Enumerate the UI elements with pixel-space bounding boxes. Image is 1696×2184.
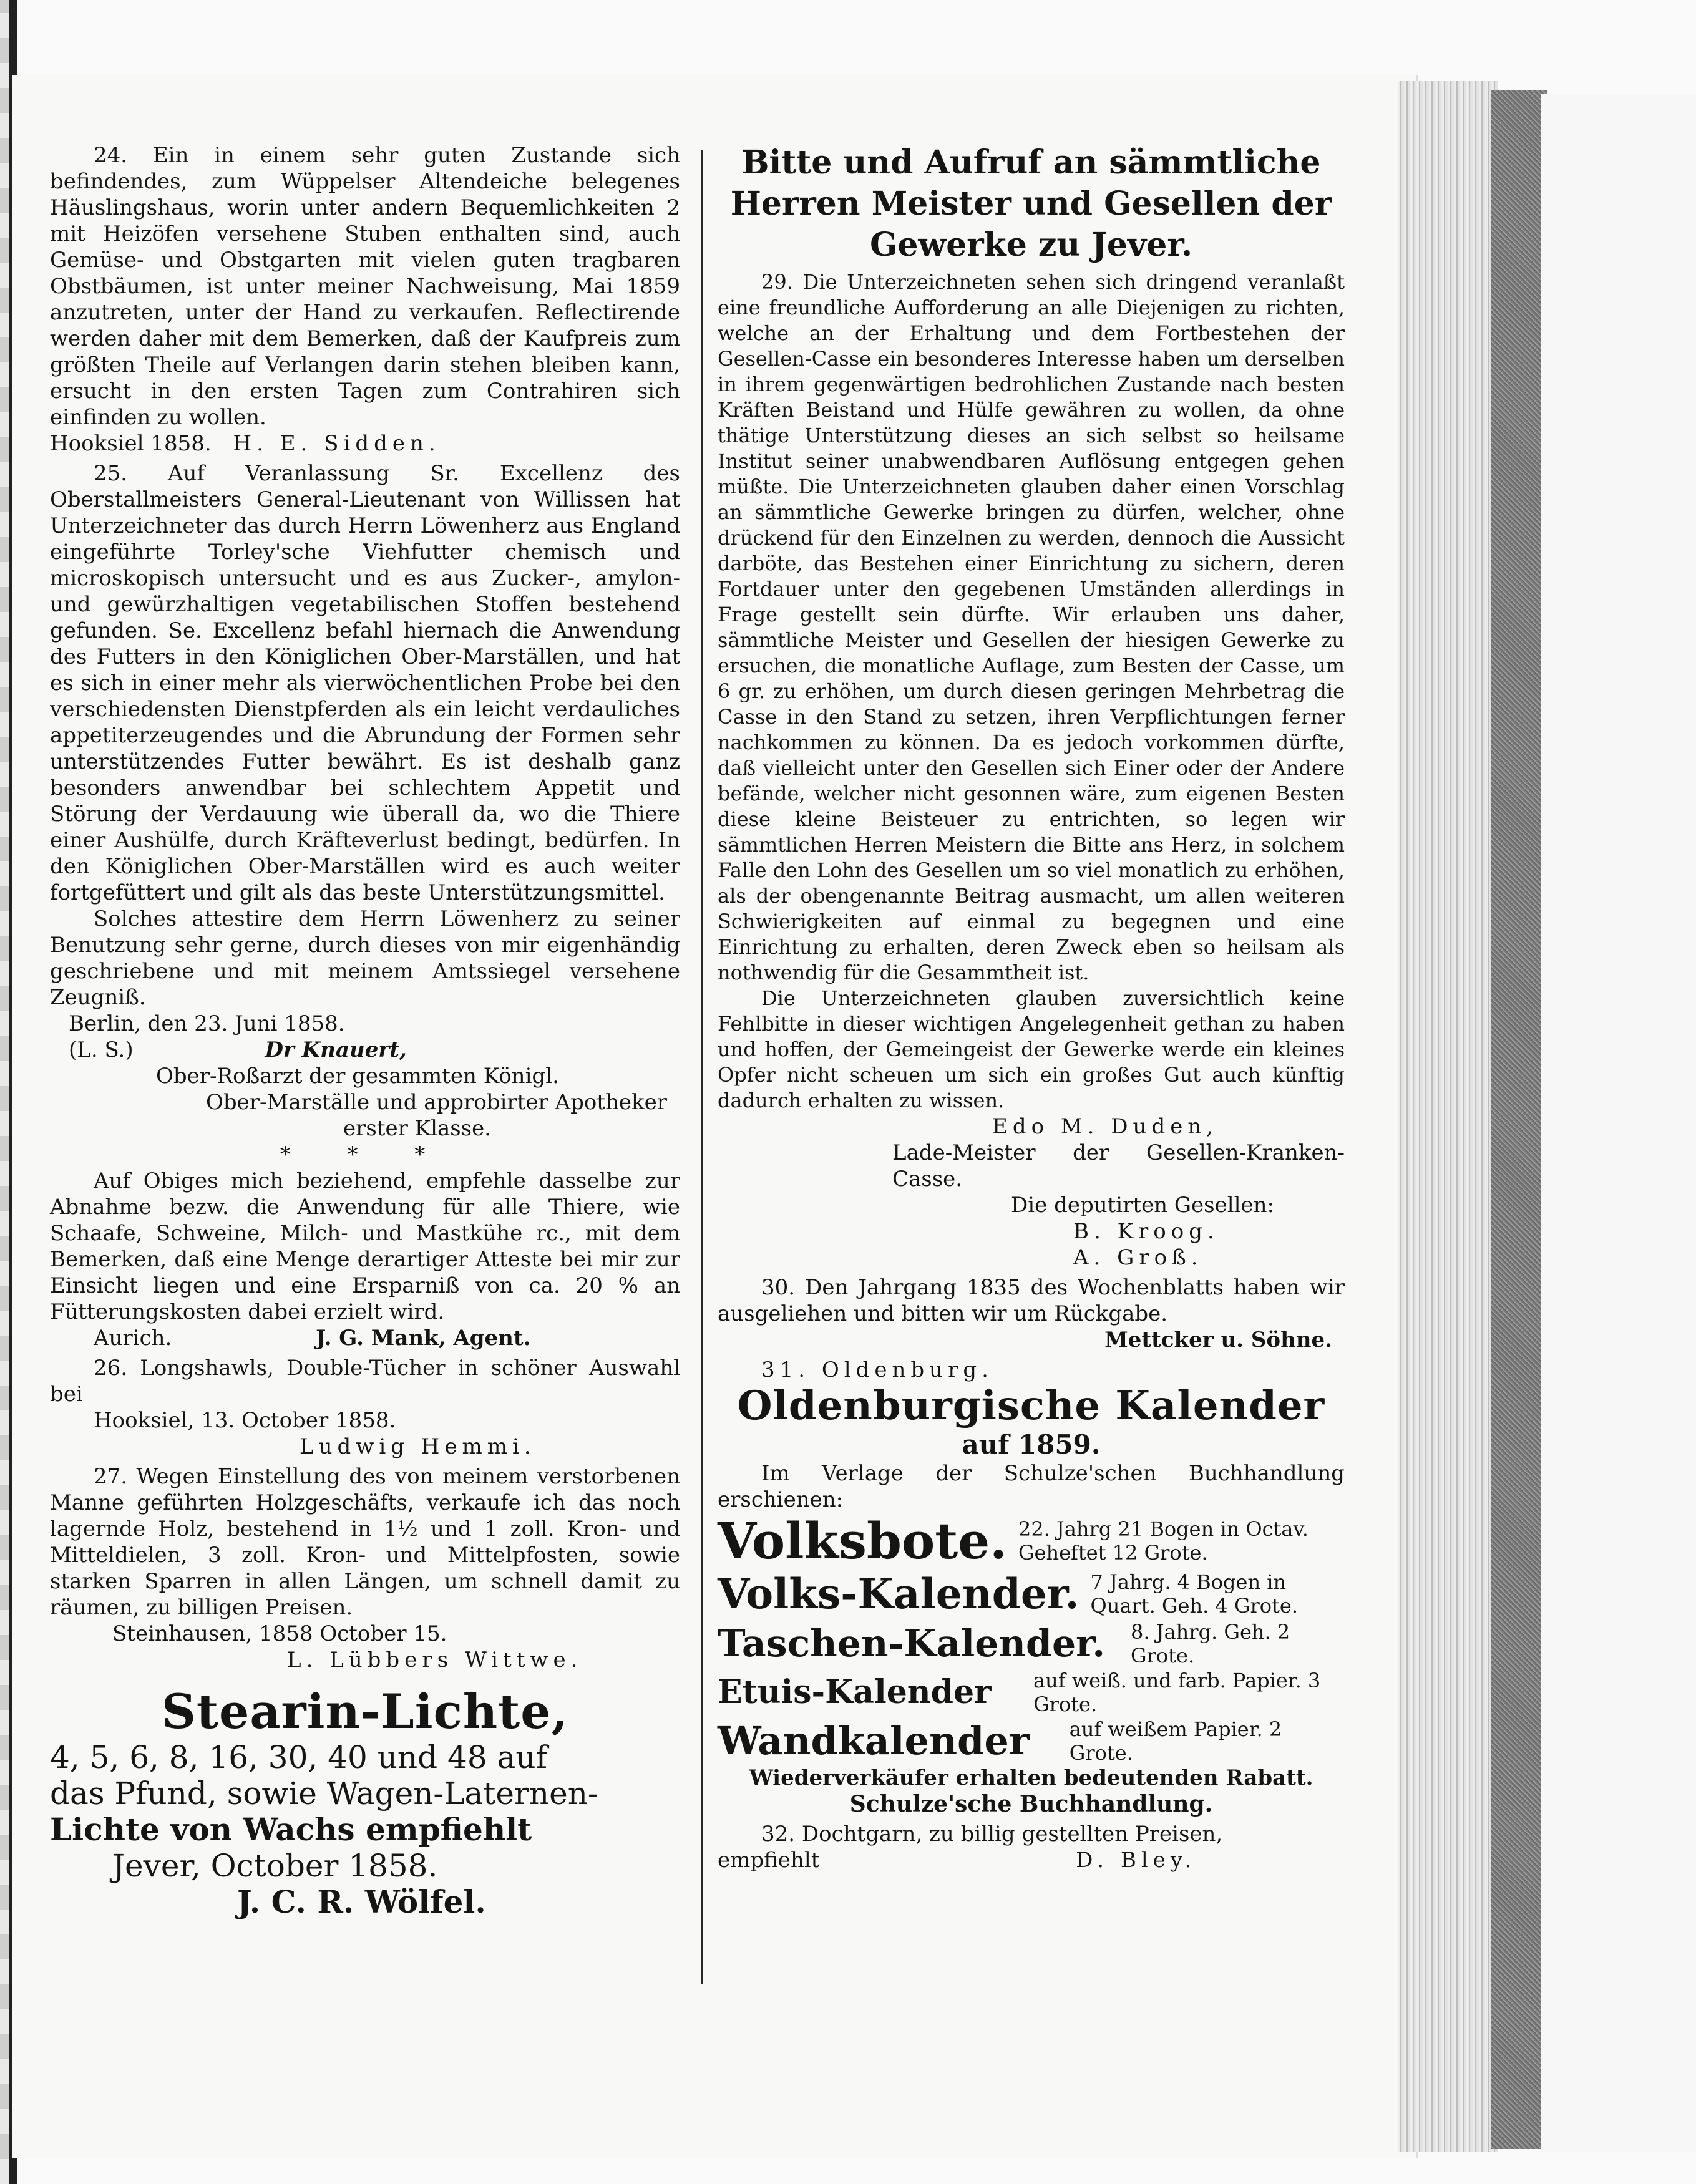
ad-27-signer: L. Lübbers Wittwe. <box>287 1648 583 1672</box>
ad-29-text: 29. Die Unterzeichneten sehen sich dringend veranlaßt eine freundliche Aufforderung an alle Diejenigen zu richten, welche an der Erhaltung und dem Fortbestehen der Gesellen-Casse ein besonderes Interesse haben um derselben in ihrem gegenwärtigen bedrohlichen Zustande nach besten Kräften Beistand und Hülfe gewähren zu wollen, da ohne thätige Unterstützung dieses an sich selbst so heilsame Institut seiner unabwendbaren Auflösung entgegen gehen müßte. Die Unterzeichneten glauben daher einen Vorschlag an sämmtliche Gewerke bringen zu dürfen, welcher, ohne drückend für den Einzelnen zu werden, dennoch die Aussicht darböte, das Bestehen einer Einrichtung zu sichern, deren Fortdauer unter den gegebenen Umständen allerdings in Frage gestellt sein dürfte. Wir erlauben uns daher, sämmtliche Meister und Gesellen der hiesigen Gewerke zu ersuchen, die monatliche Auflage, zum Besten der Casse, um 6 gr. zu erhöhen, um durch diesen geringen Mehrbetrag die Casse in den Stand zu setzen, ihren Verpflichtungen ferner nachkommen zu können. Da es jedoch vorkommen dürfte, daß vielleicht unter den Gesellen sich Einer oder der Andere befände, welcher nicht gesonnen wäre, zum eigenen Besten diese kleine Beisteuer zu entrichten, so legen wir sämmtlichen Herren Meistern die Bitte ans Herz, in solchem Falle den Lohn des Gesellen um so viel monatlich zu erhöhen, als der obengenannte Beitrag ausmacht, um allen weiteren Schwierigkeiten auf einmal zu begegnen und eine Einrichtung zu erhalten, deren Zweck eben so heilsam als nothwendig für die Gesammtheit ist. <box>718 270 1345 984</box>
ad-25-follow: Auf Obiges mich beziehend, empfehle dasselbe zur Abnahme bezw. die Anwendung für alle Thiere, wie Schaafe, Schweine, Milch- und Mastkühe rc., mit dem Bemerken, daß eine Menge derartiger Atteste bei mir zur Einsicht liegen und eine Ersparniß von ca. 20 % an Fütterungskosten dabei erzielt wird. <box>50 1168 680 1324</box>
calendar-item-name: Wandkalender <box>718 1718 1030 1764</box>
ad-25-seal-line <box>50 1037 680 1063</box>
ad-31-head: 31. Oldenburg. <box>761 1357 993 1382</box>
stearin-line-2: das Pfund, sowie Wagen-Laternen- <box>50 1775 598 1812</box>
book-page-stack <box>1398 81 1498 2152</box>
ad-25-title-3: erster Klasse. <box>343 1116 492 1141</box>
ad-25-agent-line <box>50 1325 680 1351</box>
calendar-item-desc: 8. Jahrg. Geh. 2 Grote. <box>1131 1620 1290 1667</box>
left-column <box>50 142 680 1920</box>
calendar-item-name: Taschen-Kalender. <box>718 1622 1106 1666</box>
calendar-item <box>718 1669 1345 1716</box>
ad-31-title: Oldenburgische Kalender <box>737 1382 1325 1429</box>
ad-29-sign-4: B. Kroog. <box>1073 1219 1219 1244</box>
ad-31-rebate: Wiederverkäufer erhalten bedeutenden Rabatt. <box>749 1765 1313 1790</box>
previous-page-strip <box>0 0 9 2184</box>
stearin-line-1: 4, 5, 6, 8, 16, 30, 40 und 48 auf <box>50 1739 548 1775</box>
stearin-title: Stearin-Lichte, <box>161 1684 569 1739</box>
ad-24-text: 24. Ein in einem sehr guten Zustande sich befindendes, zum Wüppelser Altendeiche belegenes Häuslingshaus, worin unter andern Bequemlichkeiten 2 mit Heizöfen versehene Stuben enthalten sind, auch Gemüse- und Obstgarten mit vielen guten tragbaren Obstbäumen, ist unter meiner Nachweisung, Mai 1859 anzutreten, unter der Hand zu verkaufen. Reflectirende werden daher mit dem Bemerken, daß der Kaufpreis zum größten Theile auf Verlangen darin stehen bleiben kann, ersucht in den ersten Tagen zum Contrahiren sich einfinden zu wollen. <box>50 143 680 430</box>
calendar-item-name: Volks-Kalender. <box>718 1570 1079 1618</box>
ad-27-text: 27. Wegen Einstellung des von meinem verstorbenen Manne geführten Holzgeschäfts, verkaufe ich das noch lagernde Holz, bestehend in 1½ und 1 zoll. Kron- und Mitteldielen, 3 zoll. Kron- und Mittelpfosten, sowie starken Sparren in allen Längen, um schnell damit zu räumen, zu billigen Preisen. <box>50 1464 680 1620</box>
ad-26-place-date: Hooksiel, 13. October 1858. <box>94 1408 396 1433</box>
ad-25-date: Berlin, den 23. Juni 1858. <box>69 1011 345 1036</box>
ad-24-signature <box>50 430 680 457</box>
ad-25-text: 25. Auf Veranlassung Sr. Excellenz des Oberstallmeisters General-Lieutenant von Willissen hat Unterzeichneter das durch Herrn Löwenherz aus England eingeführte Torley'sche Viehfutter chemisch und microskopisch untersucht und es aus Zucker-, amylon- und gewürzhaltigen vegetabilischen Stoffen bestehend gefunden. Se. Excellenz befahl hiernach die Anwendung des Futters in den Königlichen Ober-Marställen, und hat es sich in einer mehr als vierwöchentlichen Probe bei den verschiedensten Dienstpferden als ein leicht verdauliches appetiterzeugendes und die Abrundung der Formen sehr unterstützendes Futter bewährt. Es ist deshalb ganz besonders anwendbar bei schlechtem Appetit und Störung der Verdauung wie überall da, wo die Thiere einer Aushülfe, durch Kräfteverlust bedingt, bedürfen. In den Königlichen Ober-Marställen wird es auch weiter fortgefüttert und gilt als das beste Unterstützungsmittel. <box>50 461 680 905</box>
stearin-signer: J. C. R. Wölfel. <box>237 1883 486 1920</box>
calendar-item <box>718 1717 1345 1765</box>
ad-32-line <box>718 1847 1345 1873</box>
ad-25-title-1: Ober-Roßarzt der gesammten Königl. <box>156 1064 559 1089</box>
right-column <box>718 142 1345 1873</box>
ad-25-title-2: Ober-Marställe und approbirter Apotheker <box>206 1090 667 1115</box>
calendar-item-name: Etuis-Kalender <box>718 1673 992 1711</box>
ad-29-sign-3: Die deputirten Gesellen: <box>1011 1193 1274 1218</box>
calendar-item-desc: 7 Jahrg. 4 Bogen in Quart. Geh. 4 Grote. <box>1090 1570 1299 1618</box>
column-divider <box>701 150 703 1984</box>
ad-25-agent: J. G. Mank, Agent. <box>316 1326 531 1351</box>
stearin-line-3: Lichte von Wachs empfiehlt <box>50 1811 532 1848</box>
calendar-item-desc: 22. Jahrg 21 Bogen in Octav. Geheftet 12 Grote. <box>1018 1517 1309 1565</box>
stearin-line-4: Jever, October 1858. <box>112 1848 438 1884</box>
ad-29-text-2: Die Unterzeichneten glauben zuversichtlich keine Fehlbitte in dieser wichtigen Angelegenheit gethan zu haben und hoffen, der Gemeingeist der Gewerke werde ein kleines Opfer nicht scheuen um sich ein großes Gut auch künftig dadurch erhalten zu wissen. <box>718 986 1345 1112</box>
ad-25-attest: Solches attestire dem Herrn Löwenherz zu seiner Benutzung sehr gerne, durch dieses von mir eigenhändig geschriebene und mit meinem Amtssiegel versehene Zeugniß. <box>50 906 680 1010</box>
ad-24-signer: H. E. Sidden. <box>233 431 441 456</box>
ad-26-signer: Ludwig Hemmi. <box>300 1434 536 1459</box>
ad-29-sign-1: Edo M. Duden, <box>992 1114 1219 1139</box>
ad-24-place-date: Hooksiel 1858. <box>50 431 212 456</box>
calendar-item-name: Volksbote. <box>718 1512 1007 1570</box>
book-cover-edge <box>1491 90 1547 2149</box>
ad-31-year: auf 1859. <box>962 1429 1101 1460</box>
ad-30-text: 30. Den Jahrgang 1835 des Wochenblatts haben wir ausgeliehen und bitten wir um Rückgabe. <box>718 1275 1345 1326</box>
ad-25-seal: (L. S.) <box>69 1037 134 1062</box>
scan-background <box>1541 94 1696 2152</box>
appeal-title: Bitte und Aufruf an sämmtliche Herren Meister und Gesellen der Gewerke zu Jever. <box>730 143 1332 264</box>
calendar-item <box>718 1514 1345 1568</box>
ad-27-place-date: Steinhausen, 1858 October 15. <box>112 1621 447 1646</box>
ad-31-firm: Schulze'sche Buchhandlung. <box>849 1791 1213 1817</box>
ad-32-text: 32. Dochtgarn, zu billig gestellten Preisen, <box>761 1822 1223 1847</box>
ad-31-intro: Im Verlage der Schulze'schen Buchhandlung erschienen: <box>718 1461 1345 1512</box>
calendar-item-desc: auf weißem Papier. 2 Grote. <box>1069 1717 1282 1765</box>
ad-26-text: 26. Longshawls, Double-Tücher in schöner Auswahl bei <box>50 1356 680 1407</box>
calendar-item <box>718 1569 1345 1619</box>
calendar-item <box>718 1620 1345 1667</box>
ad-25-signer: Dr Knauert, <box>265 1037 407 1062</box>
ad-29-sign-5: A. Groß. <box>1073 1245 1203 1270</box>
ad-30-signer: Mettcker u. Söhne. <box>1104 1327 1332 1352</box>
ad-32-text-2: empfiehlt <box>718 1848 820 1873</box>
ad-25-place: Aurich. <box>94 1326 172 1351</box>
ad-32-signer: D. Bley. <box>1076 1848 1197 1873</box>
calendar-item-desc: auf weiß. und farb. Papier. 3 Grote. <box>1033 1669 1321 1716</box>
ad-29-sign-2: Lade-Meister der Gesellen-Kranken-Casse. <box>892 1140 1345 1191</box>
ad-25-stars: * * * <box>280 1142 451 1167</box>
